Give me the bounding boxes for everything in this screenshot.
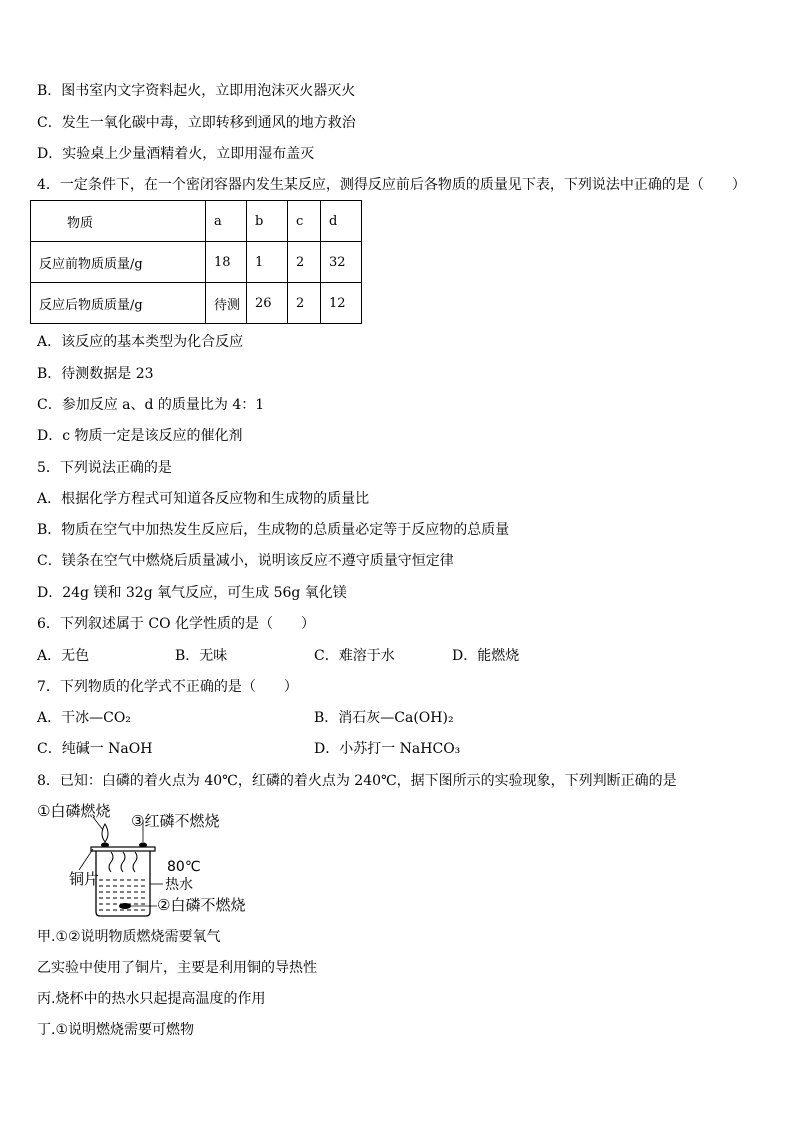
q4-option-b: B．待测数据是 23 bbox=[37, 366, 154, 382]
table-cell: 32 bbox=[321, 242, 362, 283]
table-cell: 物质 bbox=[31, 201, 206, 242]
table-cell: 18 bbox=[206, 242, 247, 283]
label-white-phosphorus-burns: ①白磷燃烧 bbox=[37, 802, 111, 820]
q4-option-c: C．参加反应 a、d 的质量比为 4：1 bbox=[37, 397, 265, 413]
q6-option-a: A．无色 bbox=[37, 648, 90, 664]
q4-option-d: D．c 物质一定是该反应的催化剂 bbox=[37, 428, 243, 444]
q3-option-c: C．发生一氧化碳中毒，立即转移到通风的地方救治 bbox=[37, 115, 356, 131]
q4-data-table bbox=[30, 200, 362, 324]
label-temperature: 80℃ bbox=[167, 859, 201, 875]
table-cell: 1 bbox=[247, 242, 288, 283]
q4-stem: 4．一定条件下，在一个密闭容器内发生某反应，测得反应前后各物质的质量见下表，下列说法中正确的是（ ） bbox=[37, 177, 746, 193]
q6-option-d: D．能燃烧 bbox=[452, 648, 520, 664]
q5-option-d: D．24g 镁和 32g 氧气反应，可生成 56g 氧化镁 bbox=[37, 585, 347, 601]
q8-statement-bing: 丙.烧杯中的热水只起提高温度的作用 bbox=[37, 991, 266, 1007]
table-cell: 反应后物质质量/g bbox=[31, 283, 206, 324]
white-phosphorus-underwater bbox=[119, 903, 131, 909]
table-header-row bbox=[31, 201, 362, 242]
table-cell: 反应前物质质量/g bbox=[31, 242, 206, 283]
q6-option-b: B．无味 bbox=[175, 648, 228, 664]
table-cell: c bbox=[288, 201, 321, 242]
label-hot-water: 热水 bbox=[165, 877, 193, 893]
table-cell: 2 bbox=[288, 283, 321, 324]
table-row bbox=[31, 283, 362, 324]
label-red-phosphorus-no-burn: ③红磷不燃烧 bbox=[131, 812, 220, 830]
label-copper-plate: 铜片 bbox=[69, 870, 100, 888]
table-cell: 待测 bbox=[206, 283, 247, 324]
flame-icon bbox=[102, 824, 108, 842]
q3-option-d: D．实验桌上少量酒精着火，立即用湿布盖灭 bbox=[37, 146, 315, 162]
q8-statement-yi: 乙实验中使用了铜片，主要是利用铜的导热性 bbox=[37, 960, 317, 976]
table-cell: b bbox=[247, 201, 288, 242]
q5-stem: 5．下列说法正确的是 bbox=[37, 460, 172, 476]
combustion-experiment-figure bbox=[35, 802, 275, 922]
table-cell: a bbox=[206, 201, 247, 242]
q6-stem: 6．下列叙述属于 CO 化学性质的是（ ） bbox=[37, 616, 315, 632]
label-white-phosphorus-underwater: ②白磷不燃烧 bbox=[157, 896, 246, 914]
white-phosphorus-on-plate bbox=[101, 843, 109, 848]
table-cell: 12 bbox=[321, 283, 362, 324]
q7-stem: 7．下列物质的化学式不正确的是（ ） bbox=[37, 679, 298, 695]
q5-option-a: A．根据化学方程式可知道各反应物和生成物的质量比 bbox=[37, 491, 370, 507]
q8-statement-jia: 甲.①②说明物质燃烧需要氧气 bbox=[37, 929, 221, 945]
q4-option-a: A．该反应的基本类型为化合反应 bbox=[37, 334, 244, 350]
q5-option-b: B．物质在空气中加热发生反应后，生成物的总质量必定等于反应物的总质量 bbox=[37, 522, 510, 538]
q7-option-a: A．干冰—CO₂ bbox=[37, 710, 131, 726]
red-phosphorus bbox=[139, 843, 147, 848]
steam bbox=[109, 852, 137, 872]
copper-plate bbox=[91, 847, 155, 851]
q8-stem: 8．已知：白磷的着火点为 40℃，红磷的着火点为 240℃，据下图所示的实验现象，下列判断正确的是 bbox=[37, 773, 677, 789]
table-row bbox=[31, 242, 362, 283]
table-cell: d bbox=[321, 201, 362, 242]
q5-option-c: C．镁条在空气中燃烧后质量减小，说明该反应不遵守质量守恒定律 bbox=[37, 553, 454, 569]
table-cell: 2 bbox=[288, 242, 321, 283]
q8-statement-ding: 丁.①说明燃烧需要可燃物 bbox=[37, 1022, 195, 1038]
q7-option-c: C．纯碱一 NaOH bbox=[37, 741, 153, 757]
q7-option-b: B．消石灰—Ca(OH)₂ bbox=[314, 710, 454, 726]
table-cell: 26 bbox=[247, 283, 288, 324]
q6-option-c: C．难溶于水 bbox=[314, 648, 395, 664]
q7-option-d: D．小苏打一 NaHCO₃ bbox=[314, 741, 461, 757]
q3-option-b: B．图书室内文字资料起火，立即用泡沫灭火器灭火 bbox=[37, 83, 356, 99]
